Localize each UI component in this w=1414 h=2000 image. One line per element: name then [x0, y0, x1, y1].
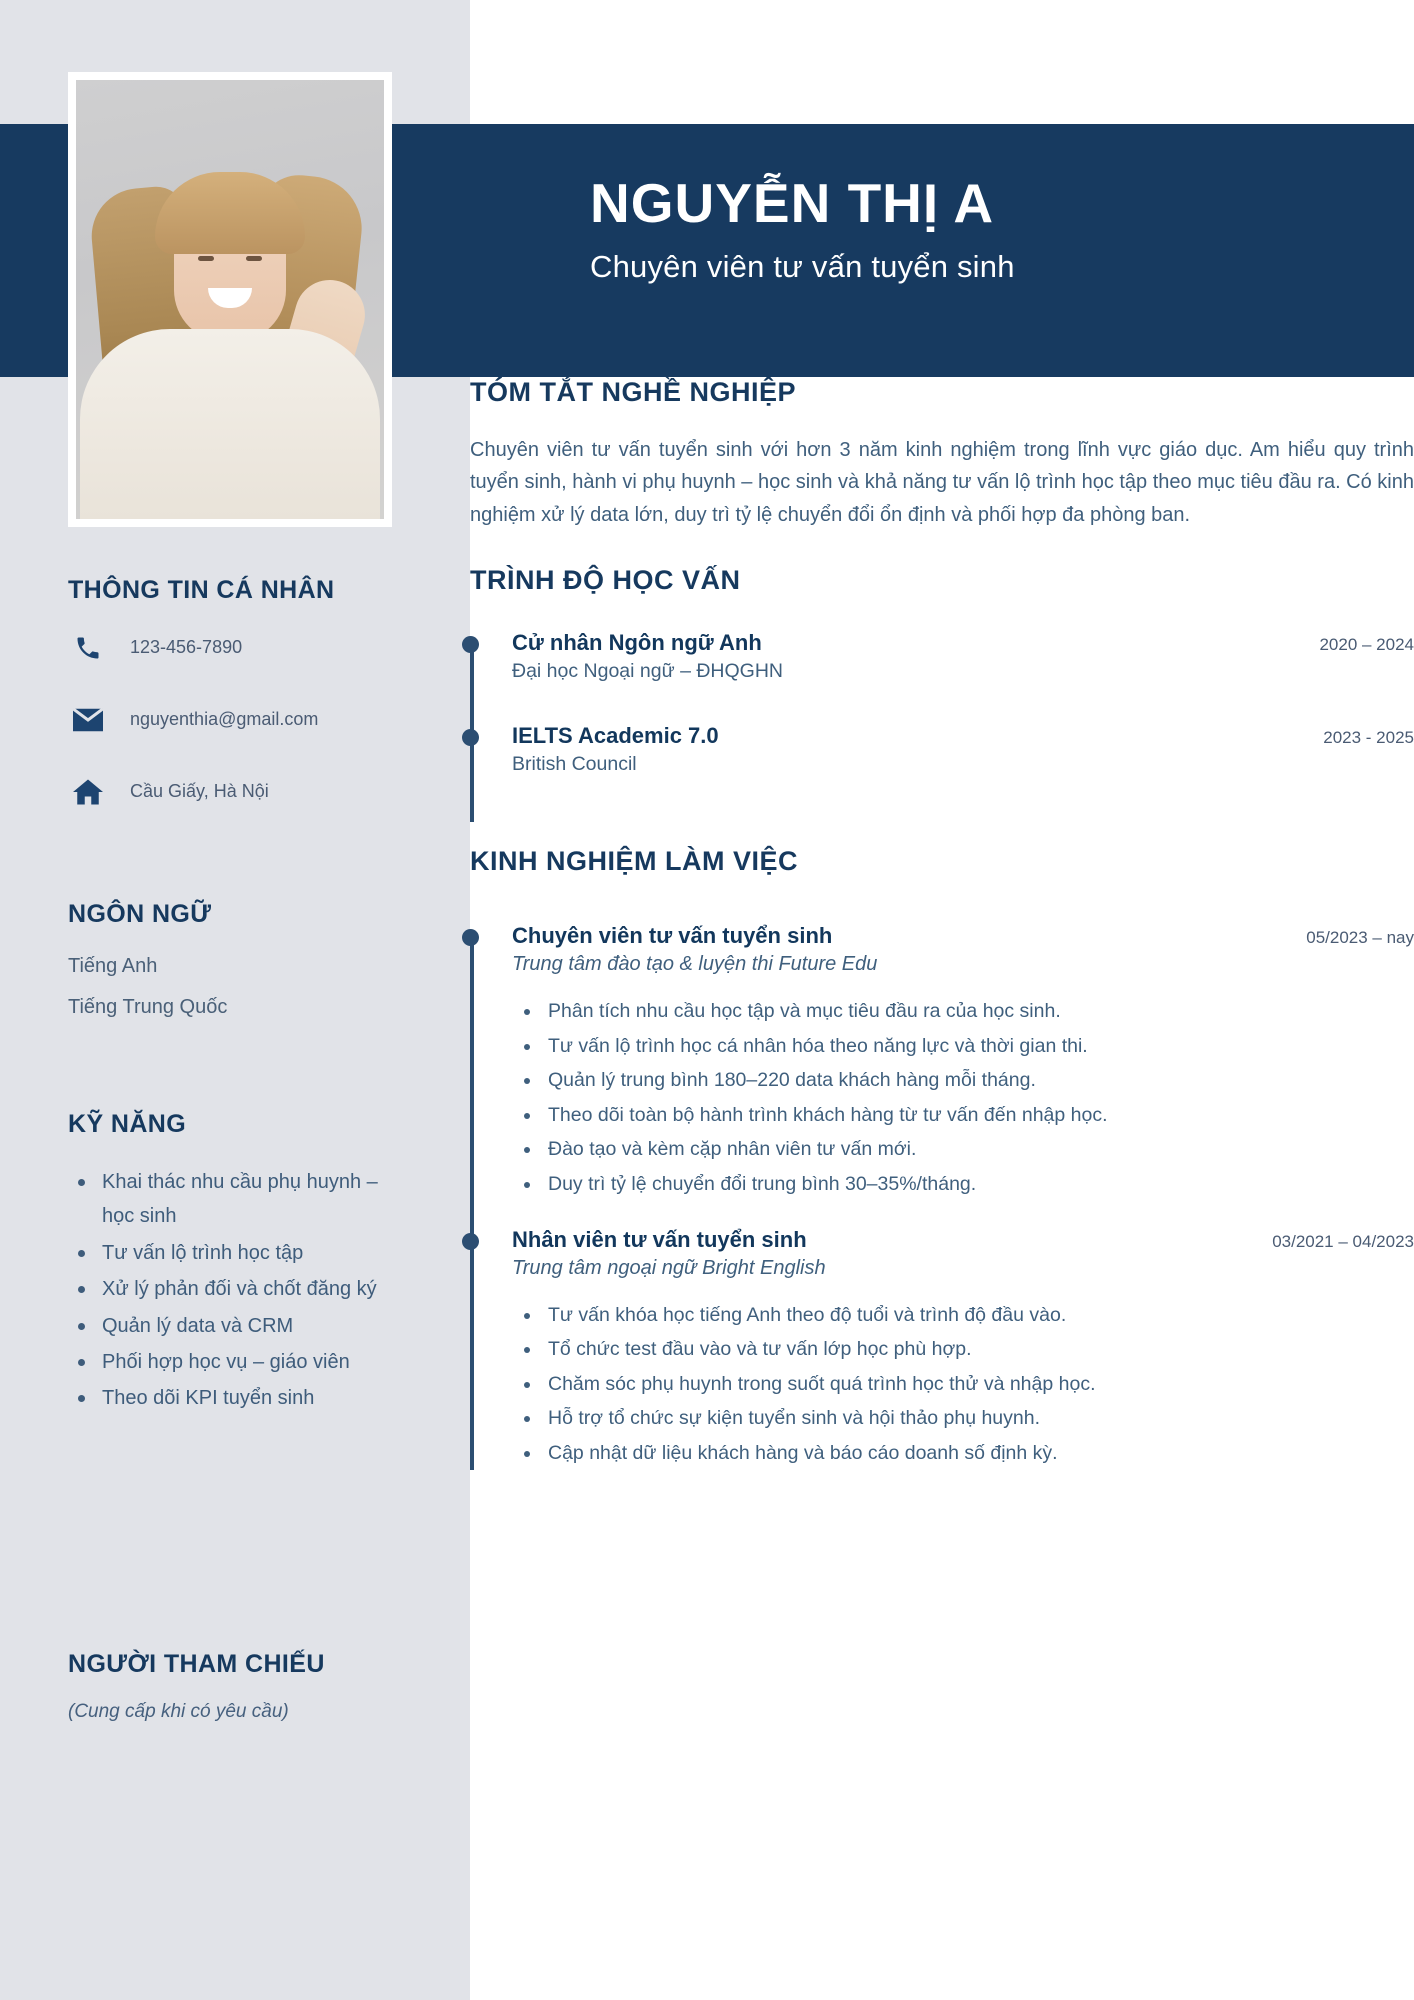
references-note: (Cung cấp khi có yêu cầu) — [68, 1701, 289, 1722]
section-education — [470, 565, 1414, 822]
bullet-item: Hỗ trợ tổ chức sự kiện tuyển sinh và hội thảo phụ huynh. — [512, 1403, 1414, 1435]
photo-eye-left — [198, 256, 214, 261]
timeline-dot — [462, 636, 479, 653]
skill-item: Khai thác nhu cầu phụ huynh – học sinh — [68, 1165, 398, 1234]
skill-item: Xử lý phản đối và chốt đăng ký — [68, 1272, 398, 1306]
phone-value: 123-456-7890 — [130, 637, 243, 658]
experience-timeline — [470, 923, 1414, 1469]
education-entry — [512, 630, 1414, 683]
experience-entry — [512, 923, 1414, 1200]
experience-bullets — [512, 996, 1414, 1200]
bullet-item: Quản lý trung bình 180–220 data khách hàng mỗi tháng. — [512, 1065, 1414, 1097]
main-content — [470, 377, 1414, 1496]
bullet-item: Phân tích nhu cầu học tập và mục tiêu đầu ra của học sinh. — [512, 996, 1414, 1028]
photo-sweater — [80, 329, 380, 519]
education-school: British Council — [512, 753, 637, 776]
education-degree: IELTS Academic 7.0 — [512, 723, 719, 749]
skills-list — [68, 1165, 398, 1416]
section-summary — [470, 377, 1414, 531]
bullet-item: Đào tạo và kèm cặp nhân viên tư vấn mới. — [512, 1134, 1414, 1166]
personal-info-title: THÔNG TIN CÁ NHÂN — [68, 576, 335, 604]
education-title: TRÌNH ĐỘ HỌC VẤN — [470, 565, 741, 596]
email-value: nguyenthia@gmail.com — [130, 709, 319, 730]
languages-title: NGÔN NGỮ — [68, 900, 212, 928]
experience-company: Trung tâm ngoại ngữ Bright English — [512, 1256, 826, 1279]
contact-row-phone[interactable] — [68, 631, 398, 665]
bullet-item: Chăm sóc phụ huynh trong suốt quá trình học thử và nhập học. — [512, 1369, 1414, 1401]
skill-item: Quản lý data và CRM — [68, 1309, 398, 1343]
home-icon — [68, 775, 108, 809]
experience-bullets — [512, 1300, 1414, 1470]
bullet-item: Tư vấn lộ trình học cá nhân hóa theo năng lực và thời gian thi. — [512, 1031, 1414, 1063]
skill-item: Theo dõi KPI tuyển sinh — [68, 1381, 398, 1415]
bullet-item: Cập nhật dữ liệu khách hàng và báo cáo doanh số định kỳ. — [512, 1438, 1414, 1470]
photo-eye-right — [246, 256, 262, 261]
education-degree: Cử nhân Ngôn ngữ Anh — [512, 630, 762, 656]
timeline-dot — [462, 1233, 479, 1250]
bullet-item: Tư vấn khóa học tiếng Anh theo độ tuổi và trình độ đầu vào. — [512, 1300, 1414, 1332]
language-item: Tiếng Trung Quốc — [68, 996, 228, 1018]
education-date: 2023 - 2025 — [1323, 728, 1414, 748]
education-entry — [512, 723, 1414, 776]
section-skills — [68, 1110, 398, 1418]
language-item: Tiếng Anh — [68, 955, 158, 977]
candidate-name: NGUYỄN THỊ A — [590, 172, 995, 234]
skill-item: Phối hợp học vụ – giáo viên — [68, 1345, 398, 1379]
timeline-dot — [462, 929, 479, 946]
experience-role: Chuyên viên tư vấn tuyển sinh — [512, 923, 833, 949]
bullet-item: Duy trì tỷ lệ chuyển đổi trung bình 30–35%/tháng. — [512, 1169, 1414, 1201]
education-timeline — [470, 630, 1414, 822]
experience-title: KINH NGHIỆM LÀM VIỆC — [470, 846, 799, 877]
timeline-dot — [462, 729, 479, 746]
section-experience — [470, 846, 1414, 1469]
summary-text: Chuyên viên tư vấn tuyển sinh với hơn 3 năm kinh nghiệm trong lĩnh vực giáo dục. Am hiểu quy trình tuyển sinh, hành vi phụ huynh – học sinh và khả năng tư vấn lộ trình học tập theo mục tiêu đầu ra. Có kinh nghiệm xử lý data lớn, duy trì tỷ lệ chuyển đổi ổn định và phối hợp đa phòng ban. — [470, 439, 1414, 526]
header-text-block — [590, 172, 1370, 285]
phone-icon — [68, 631, 108, 665]
experience-role: Nhân viên tư vấn tuyển sinh — [512, 1226, 807, 1252]
bullet-item: Tổ chức test đầu vào và tư vấn lớp học phù hợp. — [512, 1334, 1414, 1366]
contact-row-email[interactable] — [68, 703, 398, 737]
education-date: 2020 – 2024 — [1319, 635, 1414, 655]
bullet-item: Theo dõi toàn bộ hành trình khách hàng từ tư vấn đến nhập học. — [512, 1100, 1414, 1132]
experience-date: 05/2023 – nay — [1306, 928, 1414, 948]
section-personal-info — [68, 576, 398, 847]
timeline-line — [470, 935, 474, 1469]
experience-company: Trung tâm đào tạo & luyện thi Future Edu — [512, 953, 878, 976]
profile-photo-frame — [68, 72, 392, 527]
experience-date: 03/2021 – 04/2023 — [1272, 1231, 1414, 1251]
section-languages — [68, 900, 398, 1037]
skill-item: Tư vấn lộ trình học tập — [68, 1236, 398, 1270]
skills-title: KỸ NĂNG — [68, 1110, 187, 1138]
email-icon — [68, 703, 108, 737]
section-references — [68, 1650, 398, 1723]
candidate-role: Chuyên viên tư vấn tuyển sinh — [590, 248, 1015, 284]
references-title: NGƯỜI THAM CHIẾU — [68, 1650, 325, 1678]
address-value: Cầu Giấy, Hà Nội — [130, 781, 269, 802]
experience-entry — [512, 1227, 1414, 1470]
education-school: Đại học Ngoại ngữ – ĐHQGHN — [512, 660, 783, 683]
profile-photo — [76, 80, 384, 519]
contact-row-address[interactable] — [68, 775, 398, 809]
summary-title: TÓM TẮT NGHỀ NGHIỆP — [470, 377, 796, 407]
